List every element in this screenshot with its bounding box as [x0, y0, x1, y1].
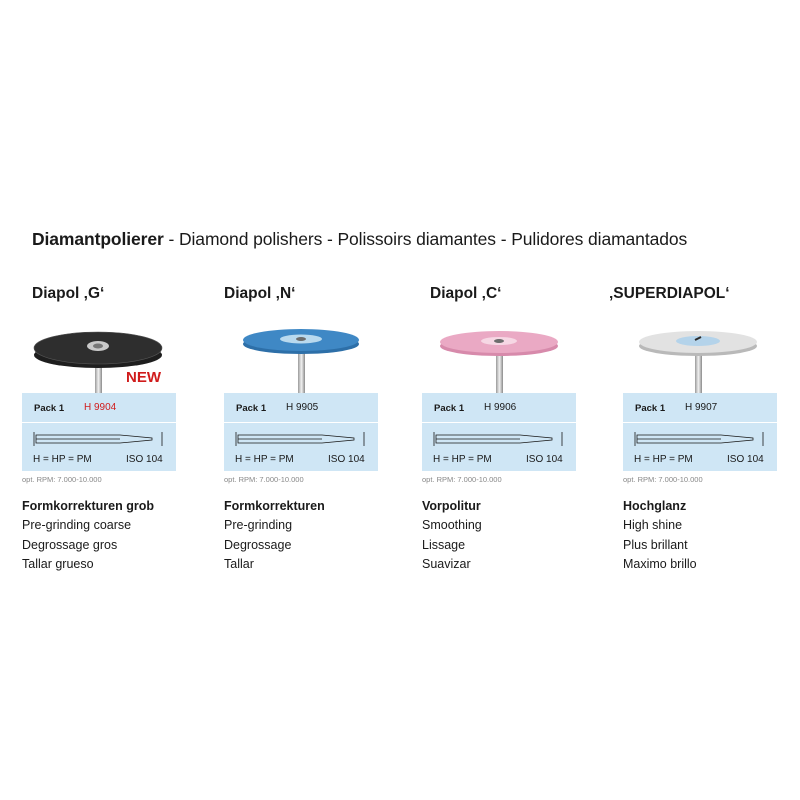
polisher-disc-image [224, 318, 384, 398]
product-diapol-n [224, 0, 384, 800]
iso-number: ISO 104 [727, 454, 764, 465]
shank-spec: H = HP = PM [433, 454, 492, 465]
description-spanish: Maximo brillo [623, 557, 697, 571]
iso-number: ISO 104 [526, 454, 563, 465]
description-list [224, 497, 325, 575]
pack-label: Pack 1 [434, 403, 465, 414]
pack-label: Pack 1 [34, 403, 65, 414]
description-heading: Hochglanz [623, 499, 687, 513]
rpm-note: opt. RPM: 7.000-10.000 [623, 475, 703, 484]
article-code: H 9905 [286, 402, 319, 413]
description-english: High shine [623, 518, 683, 532]
description-french: Degrossage [224, 537, 292, 552]
order-info-box [224, 393, 378, 471]
description-list [623, 497, 697, 575]
pack-row [422, 393, 576, 423]
rpm-note: opt. RPM: 7.000-10.000 [22, 475, 102, 484]
pack-label: Pack 1 [635, 403, 666, 414]
iso-number: ISO 104 [126, 454, 163, 465]
polisher-disc-image [22, 318, 182, 398]
article-code: H 9904 [84, 402, 117, 413]
description-english: Smoothing [422, 518, 482, 532]
pack-label: Pack 1 [236, 403, 267, 414]
order-info-box [422, 393, 576, 471]
polisher-disc-image [422, 318, 582, 398]
heading-translations: - Diamond polishers - Polissoirs diamantes - Pulidores diamantados [163, 229, 688, 249]
iso-number: ISO 104 [328, 454, 365, 465]
bur-shank-drawing [633, 427, 768, 451]
description-spanish: Tallar [224, 557, 254, 571]
description-heading: Formkorrekturen grob [22, 499, 154, 513]
description-spanish: Suavizar [422, 557, 471, 571]
order-info-box [22, 393, 176, 471]
pack-row [623, 393, 777, 423]
polisher-disc-image [623, 318, 783, 398]
article-code: H 9906 [484, 402, 517, 413]
description-list [422, 497, 482, 575]
description-spanish: Tallar grueso [22, 557, 94, 571]
description-english: Pre-grinding coarse [22, 518, 132, 532]
product-title: ‚SUPERDIAPOL‘ [609, 285, 730, 302]
description-french: Degrossage gros [22, 537, 118, 552]
shank-spec: H = HP = PM [33, 454, 92, 465]
description-english: Pre-grinding [224, 518, 293, 532]
order-info-box [623, 393, 777, 471]
bur-shank-drawing [32, 427, 167, 451]
product-title: Diapol ‚G‘ [32, 285, 105, 302]
description-french: Lissage [422, 537, 466, 552]
shank-spec: H = HP = PM [235, 454, 294, 465]
pack-row [224, 393, 378, 423]
product-diapol-c [422, 0, 582, 800]
product-diapol-g [22, 0, 182, 800]
new-badge: NEW [126, 369, 161, 386]
bur-shank-drawing [234, 427, 369, 451]
bur-shank-drawing [432, 427, 567, 451]
product-superdiapol [609, 0, 783, 800]
product-title: Diapol ‚N‘ [224, 285, 296, 302]
article-code: H 9907 [685, 402, 718, 413]
rpm-note: opt. RPM: 7.000-10.000 [422, 475, 502, 484]
shank-spec: H = HP = PM [634, 454, 693, 465]
description-french: Plus brillant [623, 537, 688, 552]
pack-row [22, 393, 176, 423]
description-list [22, 497, 154, 575]
heading-german: Diamantpolierer [32, 229, 164, 249]
product-title: Diapol ‚C‘ [430, 285, 502, 302]
description-heading: Formkorrekturen [224, 499, 325, 513]
description-heading: Vorpolitur [422, 499, 481, 513]
rpm-note: opt. RPM: 7.000-10.000 [224, 475, 304, 484]
